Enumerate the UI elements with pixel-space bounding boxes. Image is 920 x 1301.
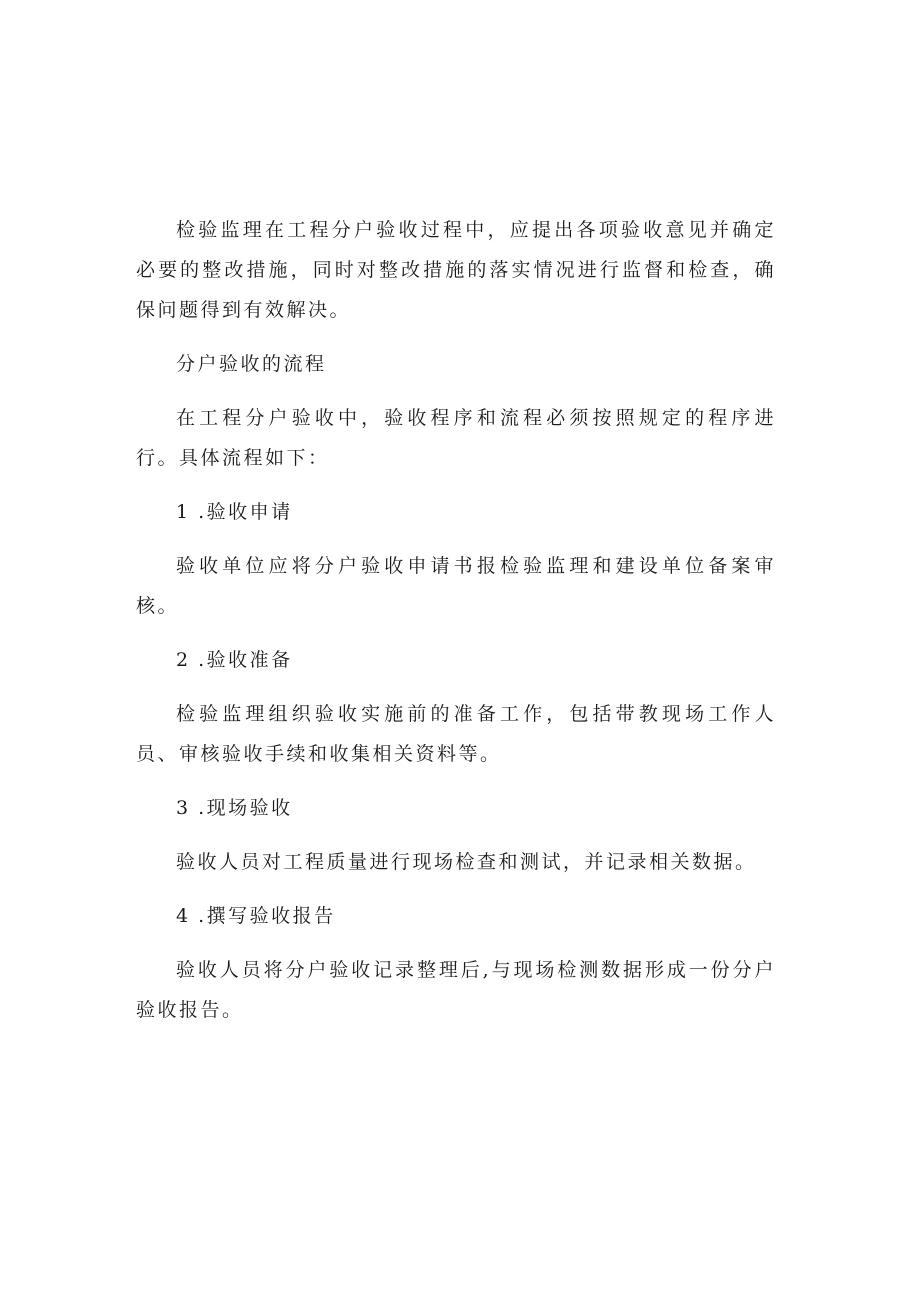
step-heading-4 — [136, 896, 776, 936]
step-heading-3 — [136, 788, 776, 828]
step-body-1: 验收单位应将分户验收申请书报检验监理和建设单位备案审核。 — [136, 555, 776, 617]
step-body-3: 验收人员对工程质量进行现场检查和测试，并记录相关数据。 — [176, 851, 757, 873]
step-title: .现场验收 — [198, 797, 293, 819]
step-title: .验收申请 — [198, 501, 293, 523]
step-heading-2 — [136, 640, 776, 680]
step-number: 2 — [176, 649, 189, 671]
step-title: .验收准备 — [198, 649, 293, 671]
step-body-4: 验收人员将分户验收记录整理后,与现场检测数据形成一份分户验收报告。 — [136, 959, 776, 1021]
paragraph-process-intro: 在工程分户验收中，验收程序和流程必须按照规定的程序进行。具体流程如下： — [136, 407, 776, 469]
step-number: 4 — [176, 905, 189, 927]
document-body — [136, 210, 776, 1030]
step-body-2: 检验监理组织验收实施前的准备工作，包括带教现场工作人员、审核验收手续和收集相关资料等。 — [136, 703, 776, 765]
step-heading-1 — [136, 492, 776, 532]
section-heading-process: 分户验收的流程 — [176, 353, 327, 375]
step-number: 3 — [176, 797, 189, 819]
step-title: .撰写验收报告 — [198, 905, 336, 927]
step-number: 1 — [176, 501, 189, 523]
paragraph-supervision: 检验监理在工程分户验收过程中，应提出各项验收意见并确定必要的整改措施，同时对整改措施的落实情况进行监督和检查，确保问题得到有效解决。 — [136, 219, 776, 321]
